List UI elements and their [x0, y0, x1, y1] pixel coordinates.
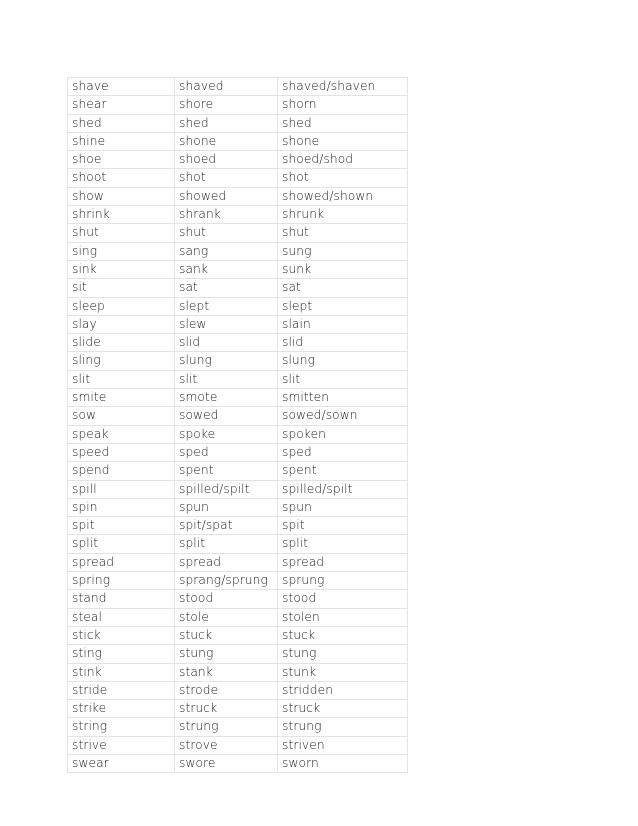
table-row: [67, 407, 408, 425]
past-simple-cell: shore: [175, 96, 278, 114]
table-row: [67, 664, 408, 682]
base-form-cell: stink: [67, 664, 175, 682]
base-form-cell: shut: [67, 224, 175, 242]
base-form-cell: sing: [67, 243, 175, 261]
past-simple-cell: shaved: [175, 77, 278, 96]
base-form-cell: stride: [67, 682, 175, 700]
past-simple-cell: sprang/sprung: [175, 572, 278, 590]
base-form-cell: spill: [67, 481, 175, 499]
past-simple-cell: sank: [175, 261, 278, 279]
past-simple-cell: showed: [175, 188, 278, 206]
base-form-cell: slide: [67, 334, 175, 352]
past-simple-cell: spread: [175, 554, 278, 572]
table-row: [67, 133, 408, 151]
past-simple-cell: stole: [175, 609, 278, 627]
past-participle-cell: stridden: [278, 682, 408, 700]
past-participle-cell: struck: [278, 700, 408, 718]
base-form-cell: spend: [67, 462, 175, 480]
table-row: [67, 389, 408, 407]
past-simple-cell: struck: [175, 700, 278, 718]
past-participle-cell: striven: [278, 737, 408, 755]
table-row: [67, 206, 408, 224]
base-form-cell: sting: [67, 645, 175, 663]
base-form-cell: string: [67, 718, 175, 736]
past-simple-cell: shed: [175, 115, 278, 133]
table-row: [67, 115, 408, 133]
past-participle-cell: slit: [278, 371, 408, 389]
past-simple-cell: stood: [175, 590, 278, 608]
base-form-cell: shine: [67, 133, 175, 151]
past-participle-cell: stood: [278, 590, 408, 608]
past-simple-cell: spit/spat: [175, 517, 278, 535]
base-form-cell: strive: [67, 737, 175, 755]
base-form-cell: shave: [67, 77, 175, 96]
past-simple-cell: strode: [175, 682, 278, 700]
table-row: [67, 700, 408, 718]
table-row: [67, 371, 408, 389]
table-row: [67, 96, 408, 114]
past-participle-cell: sowed/sown: [278, 407, 408, 425]
table-row: [67, 298, 408, 316]
base-form-cell: swear: [67, 755, 175, 773]
base-form-cell: shoot: [67, 169, 175, 187]
base-form-cell: sink: [67, 261, 175, 279]
table-row: [67, 169, 408, 187]
past-participle-cell: sped: [278, 444, 408, 462]
past-simple-cell: slid: [175, 334, 278, 352]
irregular-verbs-table: [67, 77, 408, 773]
past-simple-cell: strove: [175, 737, 278, 755]
past-simple-cell: slung: [175, 352, 278, 370]
past-simple-cell: strung: [175, 718, 278, 736]
past-participle-cell: shorn: [278, 96, 408, 114]
past-participle-cell: shone: [278, 133, 408, 151]
past-participle-cell: sprung: [278, 572, 408, 590]
past-simple-cell: swore: [175, 755, 278, 773]
table-row: [67, 554, 408, 572]
table-row: [67, 755, 408, 773]
table-row: [67, 718, 408, 736]
table-row: [67, 243, 408, 261]
past-simple-cell: shrank: [175, 206, 278, 224]
past-simple-cell: sowed: [175, 407, 278, 425]
base-form-cell: spit: [67, 517, 175, 535]
table-row: [67, 352, 408, 370]
past-participle-cell: shaved/shaven: [278, 77, 408, 96]
past-participle-cell: stunk: [278, 664, 408, 682]
table-row: [67, 609, 408, 627]
past-simple-cell: sat: [175, 279, 278, 297]
past-simple-cell: spilled/spilt: [175, 481, 278, 499]
table-row: [67, 426, 408, 444]
past-simple-cell: sped: [175, 444, 278, 462]
past-simple-cell: spoke: [175, 426, 278, 444]
base-form-cell: sleep: [67, 298, 175, 316]
base-form-cell: split: [67, 535, 175, 553]
past-participle-cell: split: [278, 535, 408, 553]
past-participle-cell: smitten: [278, 389, 408, 407]
past-participle-cell: sung: [278, 243, 408, 261]
table-row: [67, 481, 408, 499]
past-participle-cell: shoed/shod: [278, 151, 408, 169]
table-row: [67, 682, 408, 700]
table-row: [67, 499, 408, 517]
past-participle-cell: shed: [278, 115, 408, 133]
base-form-cell: spread: [67, 554, 175, 572]
past-participle-cell: shot: [278, 169, 408, 187]
base-form-cell: speed: [67, 444, 175, 462]
base-form-cell: shoe: [67, 151, 175, 169]
table-row: [67, 261, 408, 279]
base-form-cell: steal: [67, 609, 175, 627]
base-form-cell: show: [67, 188, 175, 206]
verb-table-body: [67, 77, 408, 773]
base-form-cell: shear: [67, 96, 175, 114]
past-participle-cell: slung: [278, 352, 408, 370]
table-row: [67, 334, 408, 352]
past-simple-cell: split: [175, 535, 278, 553]
table-row: [67, 279, 408, 297]
past-participle-cell: stuck: [278, 627, 408, 645]
past-participle-cell: stolen: [278, 609, 408, 627]
past-simple-cell: shone: [175, 133, 278, 151]
table-row: [67, 224, 408, 242]
past-simple-cell: stuck: [175, 627, 278, 645]
past-simple-cell: spent: [175, 462, 278, 480]
base-form-cell: shrink: [67, 206, 175, 224]
past-participle-cell: spun: [278, 499, 408, 517]
past-simple-cell: slew: [175, 316, 278, 334]
base-form-cell: stick: [67, 627, 175, 645]
past-participle-cell: slid: [278, 334, 408, 352]
base-form-cell: sit: [67, 279, 175, 297]
past-participle-cell: spoken: [278, 426, 408, 444]
table-row: [67, 737, 408, 755]
past-participle-cell: sat: [278, 279, 408, 297]
table-row: [67, 462, 408, 480]
past-simple-cell: stank: [175, 664, 278, 682]
table-row: [67, 316, 408, 334]
table-row: [67, 535, 408, 553]
table-row: [67, 627, 408, 645]
past-participle-cell: showed/shown: [278, 188, 408, 206]
past-simple-cell: sang: [175, 243, 278, 261]
base-form-cell: slit: [67, 371, 175, 389]
base-form-cell: smite: [67, 389, 175, 407]
base-form-cell: sow: [67, 407, 175, 425]
base-form-cell: slay: [67, 316, 175, 334]
past-simple-cell: slit: [175, 371, 278, 389]
past-participle-cell: spit: [278, 517, 408, 535]
past-simple-cell: smote: [175, 389, 278, 407]
past-participle-cell: stung: [278, 645, 408, 663]
past-participle-cell: shrunk: [278, 206, 408, 224]
base-form-cell: stand: [67, 590, 175, 608]
past-participle-cell: slept: [278, 298, 408, 316]
base-form-cell: shed: [67, 115, 175, 133]
past-participle-cell: spread: [278, 554, 408, 572]
past-participle-cell: shut: [278, 224, 408, 242]
past-participle-cell: spent: [278, 462, 408, 480]
past-participle-cell: strung: [278, 718, 408, 736]
past-simple-cell: shut: [175, 224, 278, 242]
past-participle-cell: slain: [278, 316, 408, 334]
base-form-cell: strike: [67, 700, 175, 718]
base-form-cell: spring: [67, 572, 175, 590]
past-participle-cell: sworn: [278, 755, 408, 773]
table-row: [67, 444, 408, 462]
table-row: [67, 645, 408, 663]
past-participle-cell: spilled/spilt: [278, 481, 408, 499]
base-form-cell: spin: [67, 499, 175, 517]
past-simple-cell: slept: [175, 298, 278, 316]
past-simple-cell: stung: [175, 645, 278, 663]
table-row: [67, 77, 408, 96]
base-form-cell: speak: [67, 426, 175, 444]
past-simple-cell: shoed: [175, 151, 278, 169]
table-row: [67, 188, 408, 206]
table-row: [67, 151, 408, 169]
past-simple-cell: spun: [175, 499, 278, 517]
base-form-cell: sling: [67, 352, 175, 370]
past-simple-cell: shot: [175, 169, 278, 187]
table-row: [67, 517, 408, 535]
table-row: [67, 590, 408, 608]
past-participle-cell: sunk: [278, 261, 408, 279]
table-row: [67, 572, 408, 590]
